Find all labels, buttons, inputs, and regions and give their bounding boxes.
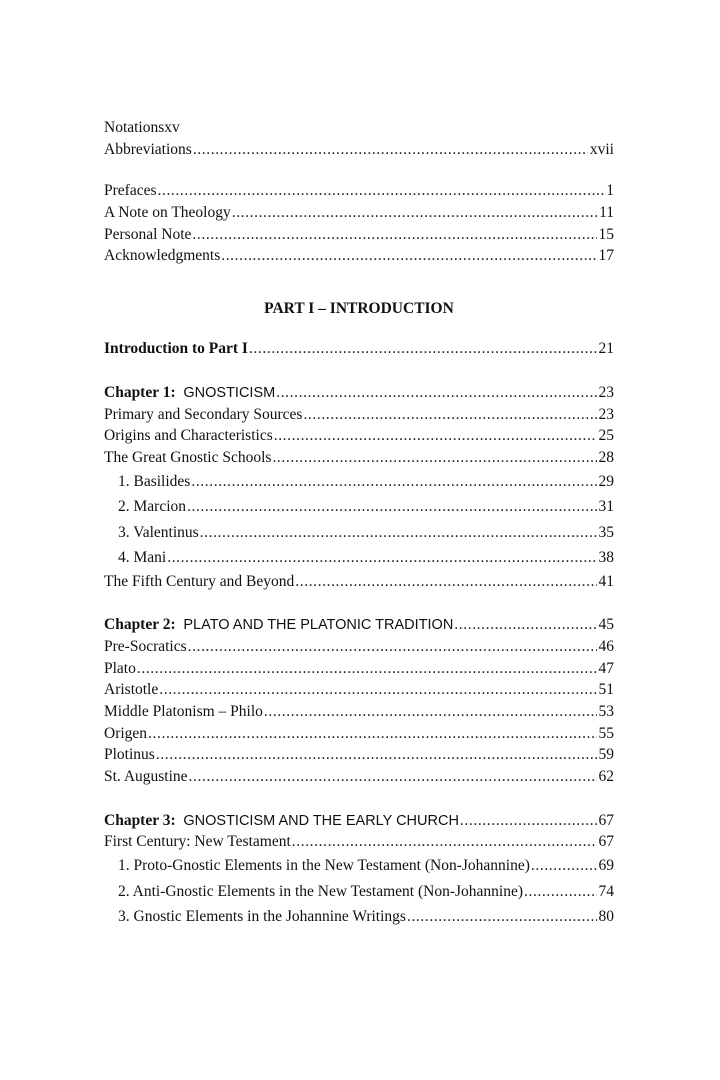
toc-entry-title: Prefaces <box>104 182 157 200</box>
spacer <box>104 160 614 180</box>
toc-entry-page: 67 <box>598 811 614 829</box>
toc-entry-note-on-theology[interactable] <box>104 202 614 224</box>
chapter-title-wrap <box>104 810 459 833</box>
chapter-label: Chapter 1: <box>104 383 176 401</box>
toc-entry[interactable] <box>104 447 614 469</box>
toc-entry[interactable] <box>104 701 614 723</box>
toc-entry-title: The Fifth Century and Beyond <box>104 572 295 590</box>
toc-entry-page: 21 <box>598 340 614 358</box>
chapter-list <box>104 360 614 930</box>
toc-entry[interactable] <box>104 658 614 680</box>
chapter-heading[interactable] <box>104 614 614 636</box>
toc-entry-page: 38 <box>598 549 614 567</box>
toc-entry-title: Acknowledgments <box>104 247 221 265</box>
dot-leader <box>272 447 596 469</box>
toc-subentry[interactable] <box>104 879 614 905</box>
dot-leader <box>460 810 597 832</box>
toc-entry-title: 2. Anti-Gnostic Elements in the New Testament (Non-Johannine) <box>118 882 523 900</box>
toc-entry[interactable] <box>104 425 614 447</box>
toc-entry-title: Origen <box>104 724 148 742</box>
toc-entry-page: 59 <box>598 746 614 764</box>
chapter-heading[interactable] <box>104 382 614 404</box>
dot-leader <box>200 520 597 546</box>
toc-entry-page: xvii <box>589 140 614 158</box>
table-of-contents <box>104 117 614 930</box>
toc-entry-page: 11 <box>599 204 614 222</box>
toc-entry-title: First Century: New Testament <box>104 833 291 851</box>
spacer <box>104 360 614 382</box>
toc-entry-page: 69 <box>598 857 614 875</box>
toc-entry-title: Pre-Socratics <box>104 637 187 655</box>
toc-entry[interactable] <box>104 766 614 788</box>
toc-entry-page: 62 <box>598 768 614 786</box>
chapter-label: Chapter 3: <box>104 811 176 829</box>
toc-entry-page: 74 <box>598 882 614 900</box>
dot-leader <box>193 139 588 161</box>
toc-entry-title: St. Augustine <box>104 768 188 786</box>
toc-entry-prefaces[interactable] <box>104 180 614 202</box>
dot-leader <box>137 658 597 680</box>
toc-entry-title: Plotinus <box>104 746 155 764</box>
dot-leader <box>303 404 596 426</box>
toc-entry-page: 55 <box>598 724 614 742</box>
toc-subentry[interactable] <box>104 469 614 495</box>
toc-entry-title: 1. Basilides <box>118 472 191 490</box>
toc-entry-page: 28 <box>598 448 614 466</box>
toc-subentry[interactable] <box>104 545 614 571</box>
toc-entry-page: 23 <box>598 383 614 401</box>
toc-entry-title: 2. Marcion <box>118 498 187 516</box>
toc-entry-personal-note[interactable] <box>104 224 614 246</box>
toc-entry[interactable] <box>104 744 614 766</box>
toc-entry-page: 17 <box>598 247 614 265</box>
toc-entry[interactable] <box>104 831 614 853</box>
chapter-title: GNOSTICISM <box>183 384 276 401</box>
dot-leader <box>274 425 597 447</box>
dot-leader <box>159 679 596 701</box>
toc-subentry[interactable] <box>104 520 614 546</box>
chapter-heading[interactable] <box>104 810 614 832</box>
toc-entry-title: Middle Platonism – Philo <box>104 703 263 720</box>
toc-entry-page: 31 <box>598 498 614 516</box>
toc-entry-page: 46 <box>598 637 614 655</box>
dot-leader <box>524 879 597 905</box>
chapter-title: PLATO AND THE PLATONIC TRADITION <box>183 617 454 634</box>
toc-entry-title: 4. Mani <box>118 549 167 567</box>
toc-entry-page: 53 <box>598 703 614 720</box>
toc-entry-page: 51 <box>598 681 614 699</box>
toc-entry-introduction[interactable] <box>104 338 614 360</box>
dot-leader <box>158 180 605 202</box>
toc-entry-page: 1 <box>606 182 614 200</box>
spacer <box>104 592 614 614</box>
toc-entry[interactable] <box>104 571 614 593</box>
dot-leader <box>232 202 597 224</box>
toc-entry-title: 3. Gnostic Elements in the Johannine Writings <box>118 908 406 926</box>
toc-entry-title: Personal Note <box>104 225 192 243</box>
dot-leader <box>295 571 596 593</box>
dot-leader <box>189 766 597 788</box>
toc-subentry[interactable] <box>104 904 614 930</box>
toc-entry-page: 23 <box>598 405 614 423</box>
dot-leader <box>156 744 597 766</box>
toc-entry-page: 41 <box>598 572 614 590</box>
toc-entry-title: A Note on Theology <box>104 204 231 222</box>
toc-entry-page: 25 <box>598 427 614 445</box>
toc-entry-acknowledgments[interactable] <box>104 245 614 267</box>
toc-entry-page: 29 <box>598 472 614 490</box>
toc-subentry[interactable] <box>104 853 614 879</box>
toc-entry-page: 80 <box>598 908 614 926</box>
toc-entry[interactable] <box>104 636 614 658</box>
dot-leader <box>531 853 597 879</box>
dot-leader <box>148 723 596 745</box>
toc-entry-page: 47 <box>598 659 614 677</box>
toc-entry-page: 67 <box>598 833 614 851</box>
dot-leader <box>276 382 596 404</box>
dot-leader <box>264 701 597 723</box>
chapter-title: GNOSTICISM AND THE EARLY CHURCH <box>183 812 459 829</box>
toc-entry-title: 3. Valentinus <box>118 523 199 541</box>
dot-leader <box>221 245 596 267</box>
toc-entry-page: 45 <box>598 616 614 634</box>
chapter-title-wrap <box>104 614 453 637</box>
toc-entry-title: Primary and Secondary Sources <box>104 405 303 423</box>
toc-entry[interactable] <box>104 679 614 701</box>
toc-entry[interactable] <box>104 723 614 745</box>
spacer <box>104 788 614 810</box>
chapter-title-wrap <box>104 382 275 405</box>
toc-entry-title: 1. Proto-Gnostic Elements in the New Testament (Non-Johannine) <box>118 857 530 875</box>
dot-leader <box>167 545 596 571</box>
dot-leader <box>191 469 596 495</box>
dot-leader <box>454 614 596 636</box>
dot-leader <box>192 224 596 246</box>
toc-entry-page: 15 <box>598 225 614 243</box>
dot-leader <box>188 636 597 658</box>
toc-entry-title: The Great Gnostic Schools <box>104 448 272 466</box>
toc-entry-abbreviations[interactable] <box>104 139 614 161</box>
dot-leader <box>249 338 597 360</box>
toc-entry-title: Aristotle <box>104 681 159 699</box>
toc-entry-title: Plato <box>104 659 136 677</box>
toc-entry-notations[interactable] <box>104 117 614 139</box>
chapter-label: Chapter 2: <box>104 616 176 634</box>
toc-entry-title: Notationsxv <box>104 119 180 136</box>
toc-entry-title: Abbreviations <box>104 140 192 158</box>
toc-subentry[interactable] <box>104 494 614 520</box>
dot-leader <box>407 904 597 930</box>
dot-leader <box>292 831 597 853</box>
part-heading: PART I – INTRODUCTION <box>264 300 454 318</box>
toc-entry-page: 35 <box>598 523 614 541</box>
dot-leader <box>187 494 596 520</box>
toc-entry-title: Introduction to Part I <box>104 340 248 358</box>
toc-entry-title: Origins and Characteristics <box>104 427 273 445</box>
toc-entry[interactable] <box>104 404 614 426</box>
